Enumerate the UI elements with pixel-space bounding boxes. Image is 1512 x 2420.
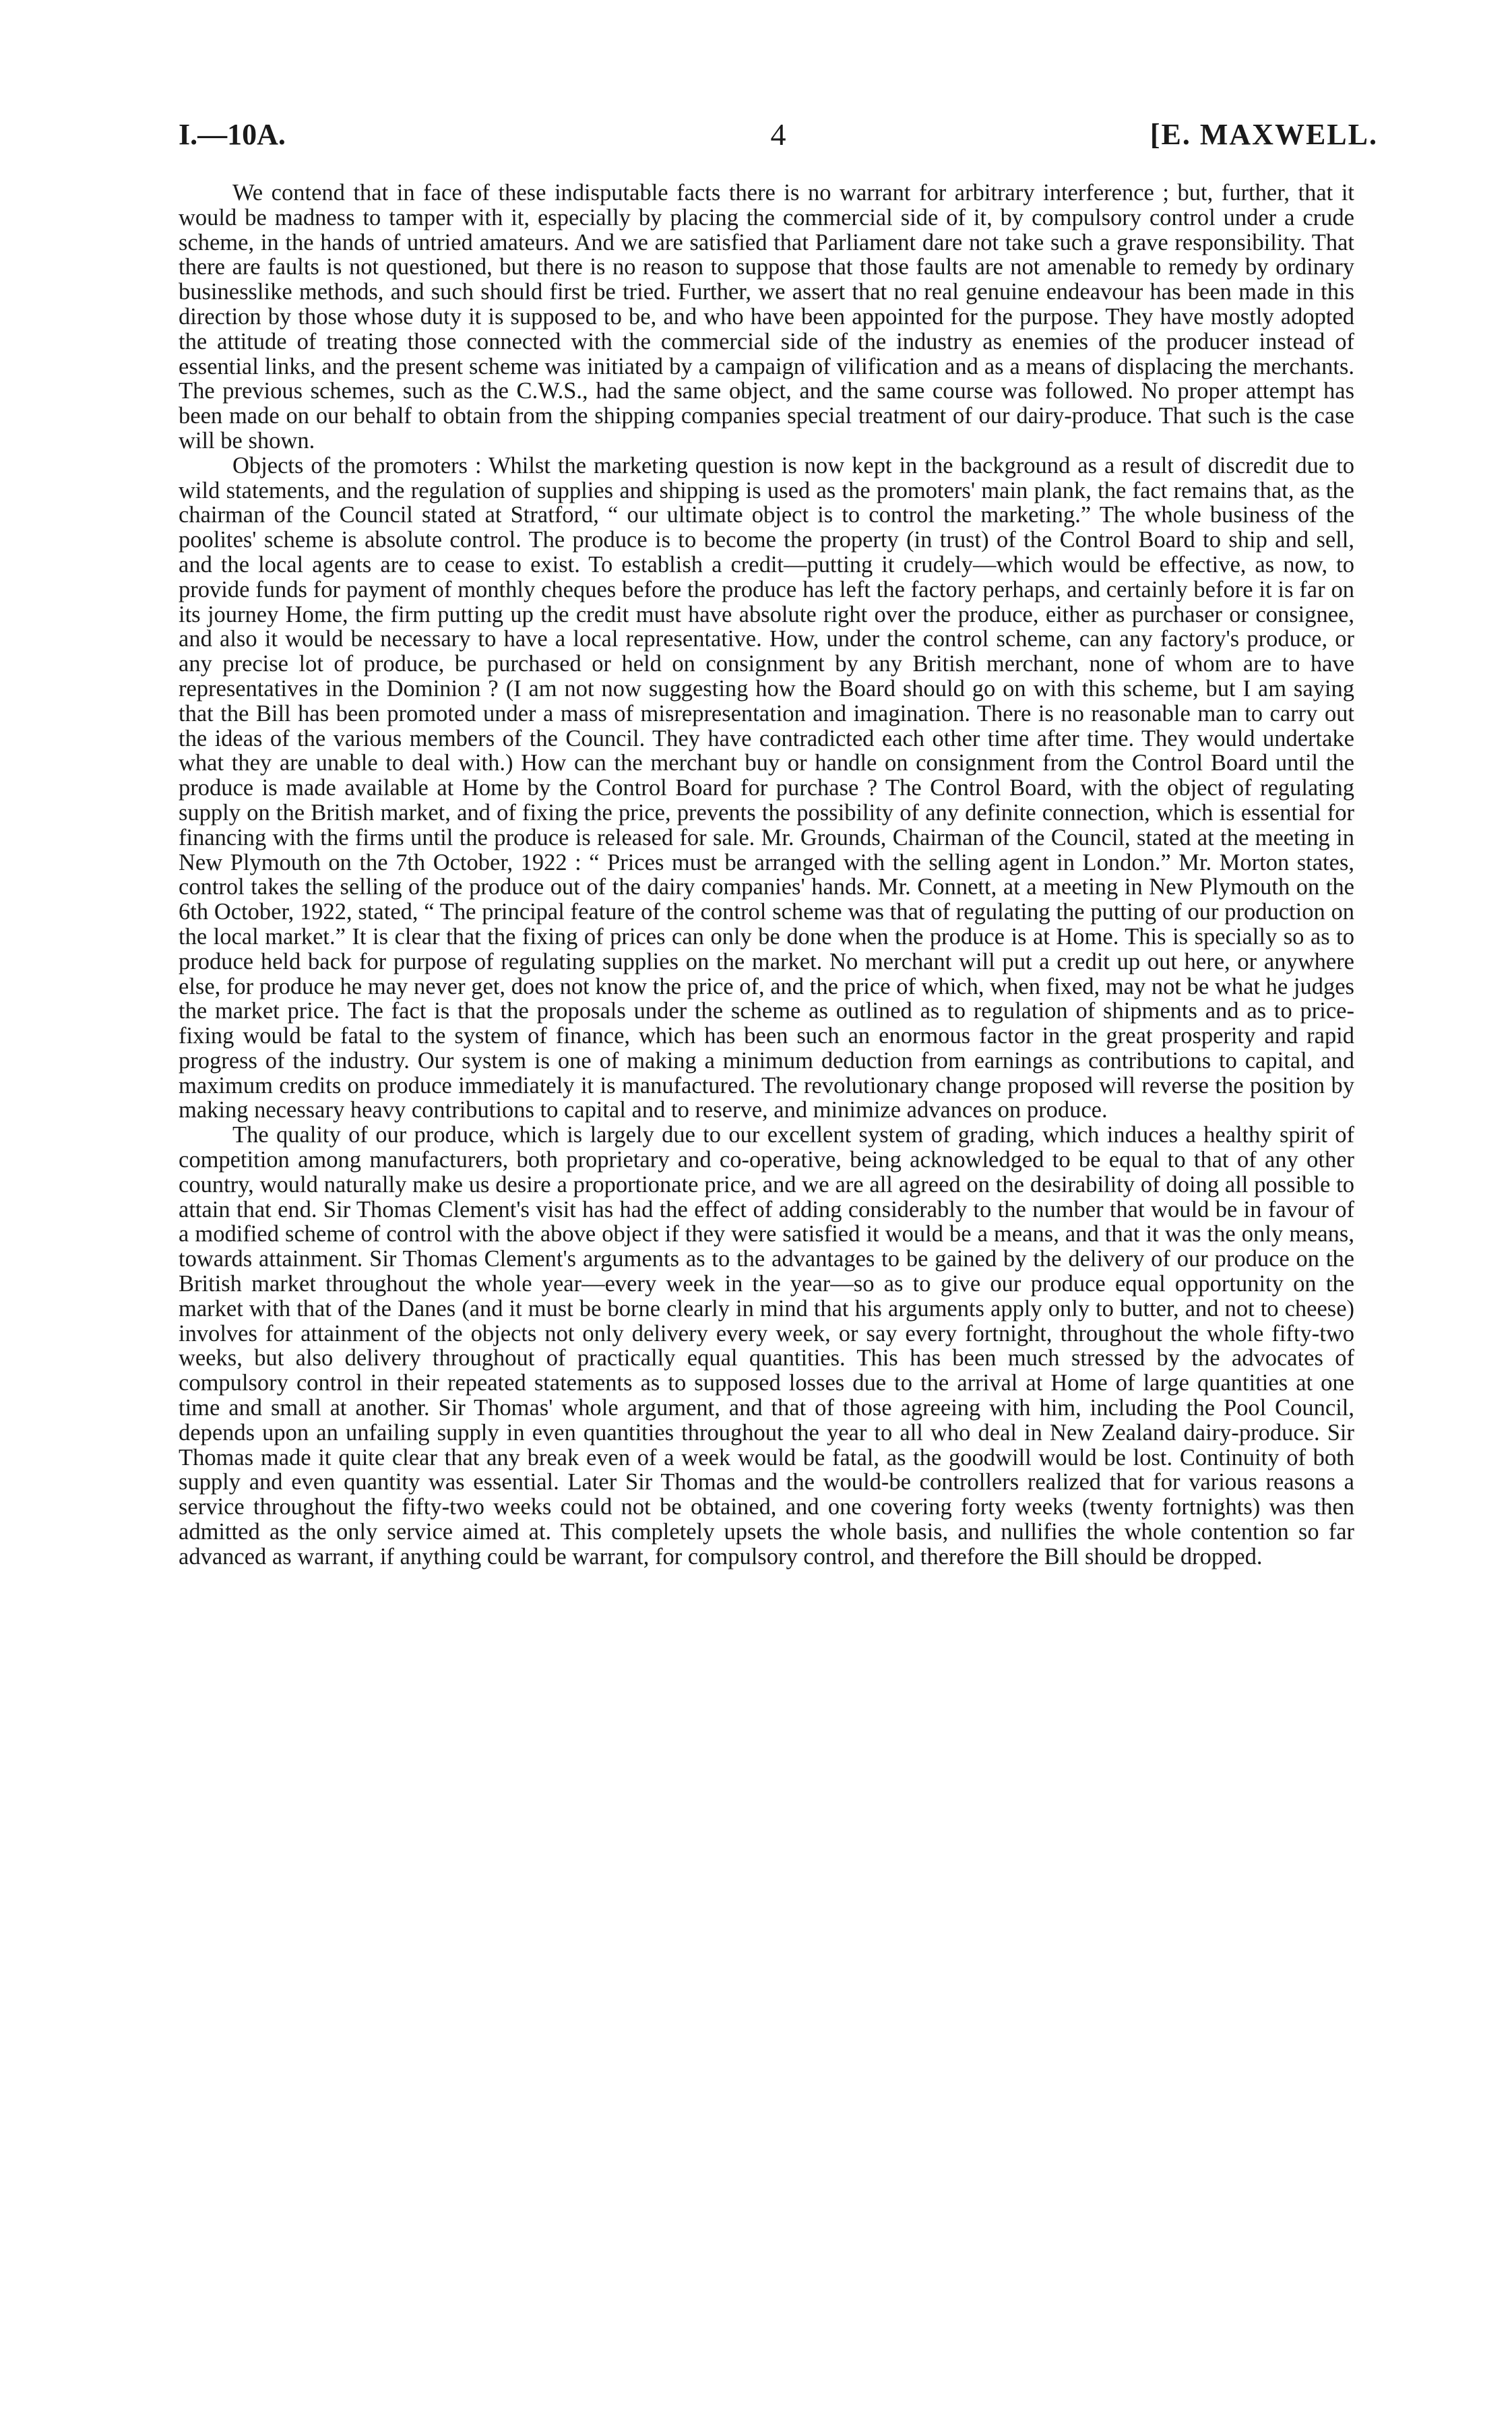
document-reference: I.—10A. — [179, 118, 286, 151]
paragraph-facts: We contend that in face of these indisputable facts there is no warrant for arbitrary interference ; but, further, that it would be madness to tamper with it, especially by placing the commercial side of it, by compulsory control under a crude scheme, in the hands of untried amateurs. And we are satisfied that Parliament dare not take such a grave responsibility. That there are faults is not questioned, but there is no reason to suppose that those faults are not amenable to remedy by ordinary businesslike methods, and such should first be tried. Further, we assert that no real genuine endeavour has been made in this direction by those whose duty it is supposed to be, and who have been appointed for the purpose. They have mostly adopted the attitude of treating those connected with the commercial side of the industry as enemies of the producer instead of essential links, and the present scheme was initiated by a campaign of vilification and as a means of displacing the merchants. The previous schemes, such as the C.W.S., had the same object, and the same course was followed. No proper attempt has been made on our behalf to obtain from the shipping companies special treatment of our dairy-produce. That such is the case will be shown. — [179, 180, 1354, 454]
page-header — [179, 115, 1378, 162]
page-number: 4 — [770, 117, 786, 152]
paragraph-objects-of-promoters: Objects of the promoters : Whilst the marketing question is now kept in the background as a result of discredit due to wild statements, and the regulation of supplies and shipping is used as the promoters' main plank, the fact remains that, as the chairman of the Council stated at Stratford, “ our ultimate object is to control the marketing.” The whole business of the poolites' scheme is absolute control. The produce is to become the property (in trust) of the Control Board to ship and sell, and the local agents are to cease to exist. To establish a credit—putting it crudely—which would be effective, as now, to provide funds for payment of monthly cheques before the produce has left the factory perhaps, and certainly before it is far on its journey Home, the firm putting up the credit must have absolute right over the produce, either as purchaser or consignee, and also it would be necessary to have a local representative. How, under the control scheme, can any factory's produce, or any precise lot of produce, be purchased or held on consignment by any British merchant, none of whom are to have representatives in the Dominion ? (I am not now suggesting how the Board should go on with this scheme, but I am saying that the Bill has been promoted under a mass of misrepresentation and imagination. There is no reasonable man to carry out the ideas of the various members of the Council. They have contradicted each other time after time. They would undertake what they are unable to deal with.) How can the merchant buy or handle on consignment from the Control Board until the produce is made available at Home by the Control Board for purchase ? The Control Board, with the object of regulating supply on the British market, and of fixing the price, prevents the possibility of any definite connection, which is essential for financing with the firms until the produce is released for sale. Mr. Grounds, Chairman of the Council, stated at the meeting in New Plymouth on the 7th October, 1922 : “ Prices must be arranged with the selling agent in London.” Mr. Morton states, control takes the selling of the produce out of the dairy companies' hands. Mr. Connett, at a meeting in New Plymouth on the 6th October, 1922, stated, “ The principal feature of the control scheme was that of regulating the putting of our production on the local market.” It is clear that the fixing of prices can only be done when the produce is at Home. This is specially so as to produce held back for purpose of regulating supplies on the market. No merchant will put a credit up out here, or anywhere else, for produce he may never get, does not know the price of, and the price of which, when fixed, may not be what he judges the market price. The fact is that the proposals under the scheme as outlined as to regulation of shipments and as to price-fixing would be fatal to the system of finance, which has been such an enormous factor in the great prosperity and rapid progress of the industry. Our system is one of making a minimum deduction from earnings as contributions to capital, and maximum credits on produce immediately it is manufactured. The revolutionary change proposed will reverse the position by making necessary heavy contributions to capital and to reserve, and minimize advances on produce. — [179, 452, 1354, 1123]
witness-name: [E. MAXWELL. — [1149, 118, 1378, 151]
body-text — [179, 181, 1354, 1570]
paragraph-quality-of-produce: The quality of our produce, which is largely due to our excellent system of grading, which induces a healthy spirit of competition among manufacturers, both proprietary and co-operative, being acknowledged to be equal to that of any other country, would naturally make us desire a proportionate price, and we are all agreed on the desirability of doing all possible to attain that end. Sir Thomas Clement's visit has had the effect of adding considerably to the number that would be in favour of a modified scheme of control with the above object if they were satisfied it would be a means, and that it was the only means, towards attainment. Sir Thomas Clement's arguments as to the advantages to be gained by the delivery of our produce on the British market throughout the whole year—every week in the year—so as to give our produce equal opportunity on the market with that of the Danes (and it must be borne clearly in mind that his arguments apply only to butter, and not to cheese) involves for attainment of the objects not only delivery every week, or say every fortnight, throughout the whole fifty-two weeks, but also delivery throughout of practically equal quantities. This has been much stressed by the advocates of compulsory control in their repeated statements as to supposed losses due to the arrival at Home of large quantities at one time and small at another. Sir Thomas' whole argument, and that of those agreeing with him, including the Pool Council, depends upon an unfailing supply in even quantities throughout the year to all who deal in New Zealand dairy-produce. Sir Thomas made it quite clear that any break even of a week would be fatal, as the goodwill would be lost. Continuity of both supply and even quantity was essential. Later Sir Thomas and the would-be controllers realized that for various reasons a service throughout the fifty-two weeks could not be obtained, and one covering forty weeks (twenty fortnights) was then admitted as the only service aimed at. This completely upsets the whole basis, and nullifies the whole contention so far advanced as warrant, if anything could be warrant, for compulsory control, and therefore the Bill should be dropped. — [179, 1122, 1354, 1570]
